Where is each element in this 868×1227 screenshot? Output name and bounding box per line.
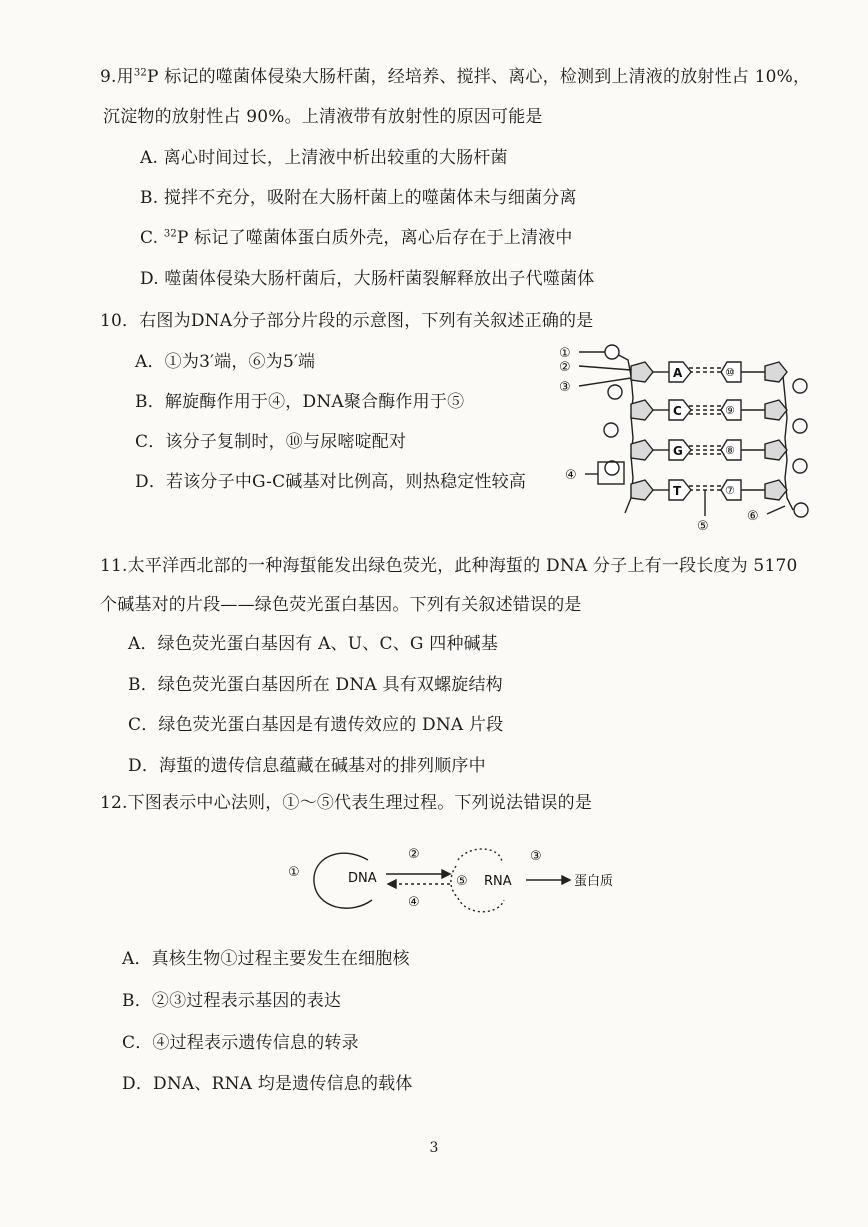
q9-option-c: C. $^{32}$P 标记了噬菌体蛋白质外壳，离心后存在于上清液中 xyxy=(140,228,573,248)
dna-label-1: ① xyxy=(559,346,571,361)
dna-label-5: ⑤ xyxy=(697,519,709,533)
process-1-label: ① xyxy=(288,865,300,880)
q9-option-b: B. 搅拌不充分，吸附在大肠杆菌上的噬菌体未与细菌分离 xyxy=(140,188,577,208)
process-4-label: ④ xyxy=(408,895,420,910)
base-right-7: ⑦ xyxy=(725,484,735,497)
rna-node: RNA xyxy=(484,874,512,889)
dna-label-4: ④ xyxy=(565,468,577,483)
central-dogma-diagram xyxy=(280,838,660,920)
q11-stem-line1: 11.太平洋西北部的一种海蜇能发出绿色荧光，此种海蜇的 DNA 分子上有一段长度为 5170 xyxy=(100,556,798,576)
q10-option-d: D．若该分子中G-C碱基对比例高，则热稳定性较高 xyxy=(135,472,527,492)
q10-option-a: A．①为3′端，⑥为5′端 xyxy=(135,352,316,372)
q9-stem-line1: 9.用$^{32}$P 标记的噬菌体侵染大肠杆菌，经培养、搅拌、离心，检测到上清液的放射性占 10%， xyxy=(100,67,811,87)
dna-label-3: ③ xyxy=(559,380,571,395)
process-3-label: ③ xyxy=(530,849,542,864)
base-left-2: C xyxy=(673,404,682,418)
base-left-1: A xyxy=(673,366,683,380)
dna-structure-diagram xyxy=(555,338,820,533)
q10-option-b: B．解旋酶作用于④，DNA聚合酶作用于⑤ xyxy=(135,392,465,412)
base-right-10: ⑩ xyxy=(725,366,735,379)
dna-node: DNA xyxy=(348,871,377,886)
base-right-8: ⑧ xyxy=(725,444,735,457)
q12-stem: 12.下图表示中心法则，①～⑤代表生理过程。下列说法错误的是 xyxy=(100,793,593,813)
base-left-3: G xyxy=(673,444,683,458)
q9-stem-line2: 沉淀物的放射性占 90%。上清液带有放射性的原因可能是 xyxy=(103,107,543,127)
process-5-label: ⑤ xyxy=(456,874,468,889)
q10-option-c: C．该分子复制时，⑩与尿嘧啶配对 xyxy=(135,432,407,452)
base-left-4: T xyxy=(673,484,682,498)
protein-node: 蛋白质 xyxy=(574,874,614,889)
q9-superscript: 32 xyxy=(133,67,147,79)
q11-option-d: D．海蜇的遗传信息蕴藏在碱基对的排列顺序中 xyxy=(128,756,486,776)
q11-stem-line2: 个碱基对的片段——绿色荧光蛋白基因。下列有关叙述错误的是 xyxy=(100,595,582,615)
q11-option-b: B．绿色荧光蛋白基因所在 DNA 具有双螺旋结构 xyxy=(128,675,503,695)
page-number: 3 xyxy=(429,1140,439,1156)
q12-option-d: D．DNA、RNA 均是遗传信息的载体 xyxy=(122,1074,413,1094)
q11-option-c: C．绿色荧光蛋白基因是有遗传效应的 DNA 片段 xyxy=(128,715,504,735)
q12-option-a: A．真核生物①过程主要发生在细胞核 xyxy=(122,949,410,969)
dna-label-2: ② xyxy=(559,360,571,375)
q11-option-a: A．绿色荧光蛋白基因有 A、U、C、G 四种碱基 xyxy=(128,634,499,654)
base-right-9: ⑨ xyxy=(725,404,735,417)
q12-option-b: B．②③过程表示基因的表达 xyxy=(122,991,342,1011)
q9-option-a: A. 离心时间过长，上清液中析出较重的大肠杆菌 xyxy=(140,148,508,168)
q12-option-c: C．④过程表示遗传信息的转录 xyxy=(122,1033,359,1053)
process-2-label: ② xyxy=(408,847,420,862)
q10-stem: 10．右图为DNA分子部分片段的示意图，下列有关叙述正确的是 xyxy=(100,311,594,331)
q9-option-d: D. 噬菌体侵染大肠杆菌后，大肠杆菌裂解释放出子代噬菌体 xyxy=(140,269,595,289)
dna-label-6: ⑥ xyxy=(747,509,759,524)
